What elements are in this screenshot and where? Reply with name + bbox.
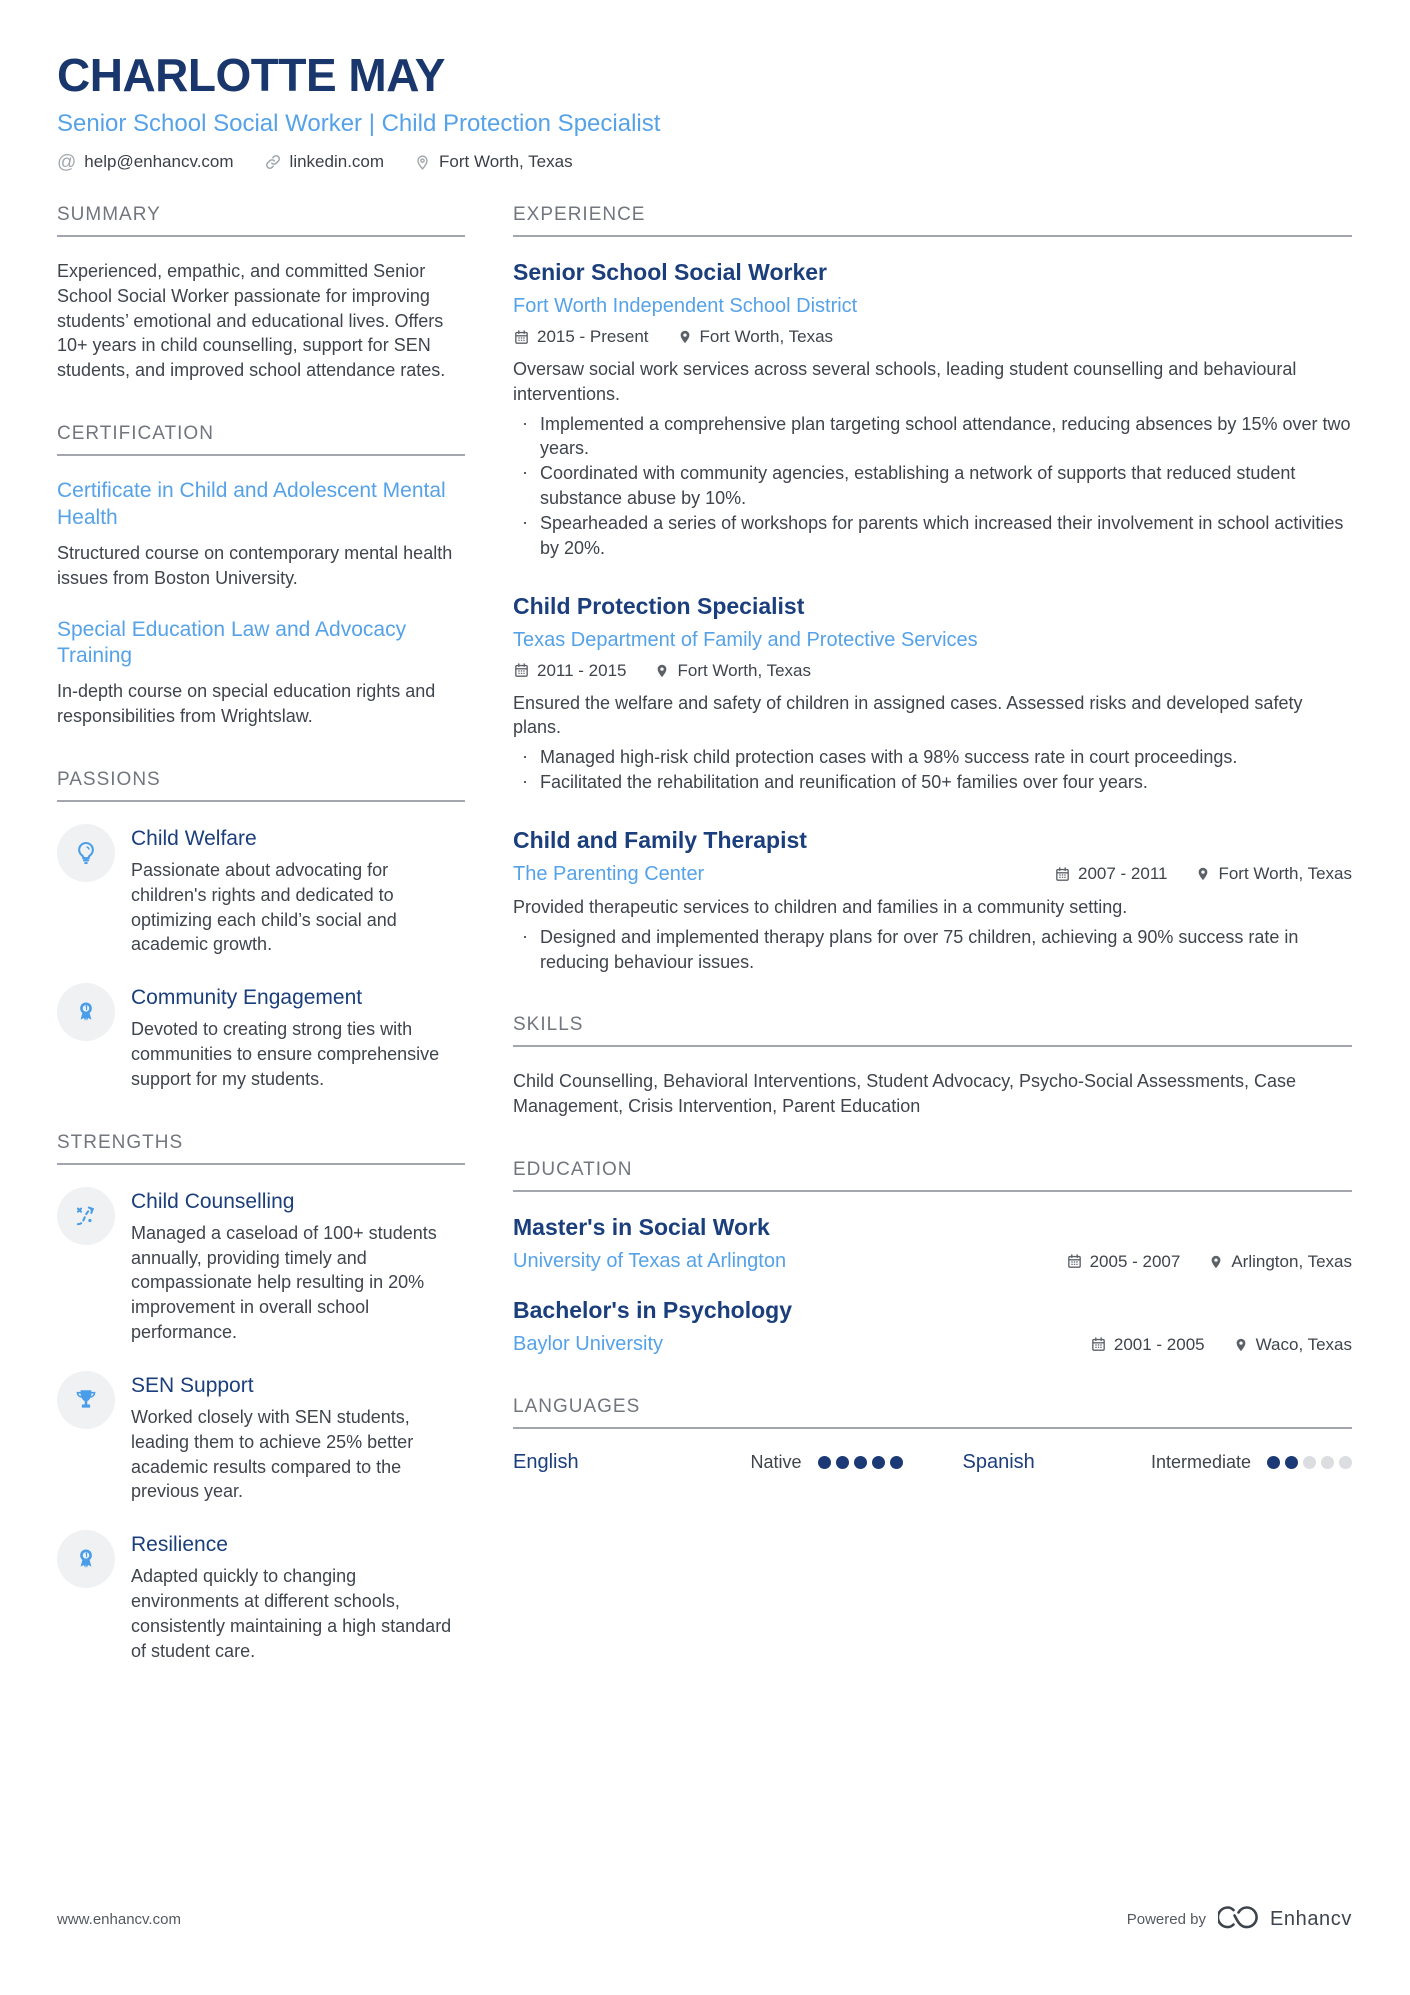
strength-title: SEN Support [131,1373,254,1397]
contact-email[interactable] [57,152,234,172]
strength-title: Resilience [131,1533,228,1557]
job-bullet: · Implemented a comprehensive plan targeting school attendance, reducing absences by 15% over two years. [513,412,1352,462]
education-dates: 2005 - 2007 [1066,1252,1181,1272]
location-pin-icon [677,329,693,345]
certification-title: Special Education Law and Advocacy Training [57,617,407,668]
job-dates: 2007 - 2011 [1054,864,1167,884]
section-heading: EXPERIENCE [513,204,1352,237]
education-school: University of Texas at Arlington [513,1250,787,1273]
contact-location-text: Fort Worth, Texas [439,152,573,171]
calendar-icon [513,662,530,679]
strength-item [57,1371,465,1504]
certification-item [57,478,465,590]
job-bullets [513,925,1352,975]
language-rating-dots [818,1456,903,1469]
job-bullet: · Designed and implemented therapy plans for over 75 children, achieving a 90% success rate in reducing behaviour issues. [513,925,1352,975]
rating-dot [854,1456,867,1469]
section-summary [57,204,465,383]
passion-title: Child Welfare [131,826,257,850]
section-certification [57,423,465,729]
job-company: The Parenting Center [513,862,705,885]
education-degree: Bachelor's in Psychology [513,1297,792,1324]
job-dates: 2015 - Present [513,327,649,347]
skills-text: Child Counselling, Behavioral Interventions, Student Advocacy, Psycho-Social Assessments, Case Management, Crisis Intervention, Parent Education [513,1071,1297,1117]
job-title: Child Protection Specialist [513,592,805,619]
powered-by-label: Powered by [1126,1911,1206,1928]
summary-text: Experienced, empathic, and committed Senior School Social Worker passionate for improving students’ emotional and educational lives. Offers 10+ years in child counselling, support for SEN students, and improved school attendance rates. [57,261,446,381]
at-icon: @ [57,151,77,173]
job-summary: Provided therapeutic services to children and families in a community setting. [513,896,1128,917]
section-heading: CERTIFICATION [57,423,465,456]
education-dates: 2001 - 2005 [1090,1335,1205,1355]
section-heading: LANGUAGES [513,1396,1352,1429]
trophy-icon [57,1371,115,1429]
experience-item [513,593,1352,795]
job-summary: Ensured the welfare and safety of children in assigned cases. Assessed risks and developed safety plans. [513,692,1303,738]
section-experience [513,204,1352,974]
job-location: Fort Worth, Texas [1195,864,1352,884]
language-level: Native [750,1452,802,1473]
education-school: Baylor University [513,1333,664,1356]
strength-title: Child Counselling [131,1189,295,1213]
education-location: Waco, Texas [1233,1335,1352,1355]
education-degree: Master's in Social Work [513,1214,770,1241]
passion-item [57,824,465,957]
education-item [513,1297,1352,1356]
strength-desc: Adapted quickly to changing environments at different schools, consistently maintaining a high standard of student care. [131,1566,452,1661]
job-bullet: · Managed high-risk child protection cases with a 98% success rate in court proceedings. [513,745,1352,770]
rating-dot [1339,1456,1352,1469]
education-meta [1090,1335,1352,1355]
certification-item [57,617,465,729]
strength-item [57,1530,465,1663]
rating-dot [818,1456,831,1469]
calendar-icon [1066,1253,1083,1270]
job-meta [1054,864,1352,884]
contact-email-text: help@enhancv.com [84,152,234,171]
page-footer [57,1904,1352,1935]
rating-dot [1321,1456,1334,1469]
footer-site-link[interactable]: www.enhancv.com [57,1911,181,1928]
job-bullet: · Coordinated with community agencies, establishing a network of supports that reduced student substance abuse by 10%. [513,461,1352,511]
education-item [513,1214,1352,1273]
language-rating-dots [1267,1456,1352,1469]
location-pin-icon [1233,1337,1249,1353]
language-level: Intermediate [1150,1452,1251,1473]
strength-item [57,1187,465,1345]
certification-desc: Structured course on contemporary mental health issues from Boston University. [57,542,453,588]
job-company: Fort Worth Independent School District [513,295,858,317]
rating-dot [1285,1456,1298,1469]
lightbulb-icon [57,824,115,882]
certification-title: Certificate in Child and Adolescent Mental Health [57,479,446,530]
strategy-icon [57,1187,115,1245]
rating-dot [890,1456,903,1469]
passion-title: Community Engagement [131,986,363,1010]
section-education [513,1159,1352,1356]
job-meta [513,327,1352,347]
certification-desc: In-depth course on special education rights and responsibilities from Wrightslaw. [57,681,436,727]
resume-header [57,48,1352,172]
section-heading: PASSIONS [57,769,465,802]
rating-dot [872,1456,885,1469]
rating-dot [1303,1456,1316,1469]
section-heading: SKILLS [513,1014,1352,1047]
job-bullet: · Spearheaded a series of workshops for parents which increased their involvement in school activities by 20%. [513,511,1352,561]
rating-dot [1267,1456,1280,1469]
medal-icon [57,983,115,1041]
location-pin-icon [654,663,670,679]
section-heading: STRENGTHS [57,1132,465,1165]
rating-dot [836,1456,849,1469]
section-passions [57,769,465,1092]
passion-item [57,983,465,1091]
job-title: Child and Family Therapist [513,826,807,853]
calendar-icon [1054,866,1071,883]
link-icon [264,153,282,171]
powered-by [1127,1904,1352,1935]
section-languages [513,1396,1352,1474]
person-name: CHARLOTTE MAY [57,49,445,101]
contact-linkedin[interactable] [264,152,385,172]
job-location: Fort Worth, Texas [654,661,811,681]
enhancv-wordmark: Enhancv [1269,1908,1352,1930]
job-title: Senior School Social Worker [513,259,827,285]
job-dates: 2011 - 2015 [513,661,626,681]
education-location: Arlington, Texas [1208,1252,1352,1272]
job-bullet: · Facilitated the rehabilitation and reunification of 50+ families over four years. [513,770,1352,795]
language-item [963,1451,1353,1474]
calendar-icon [1090,1336,1107,1353]
passion-desc: Passionate about advocating for children's rights and dedicated to optimizing each child’s social and academic growth. [131,859,397,955]
location-pin-icon [1208,1254,1224,1270]
right-column [513,204,1352,1664]
location-pin-icon [1195,866,1211,882]
contact-linkedin-text: linkedin.com [289,152,385,171]
job-bullets [513,412,1352,561]
job-meta [513,661,1352,681]
section-heading: SUMMARY [57,204,465,237]
language-name: English [513,1451,579,1474]
section-skills [513,1014,1352,1119]
person-title: Senior School Social Worker | Child Protection Specialist [57,110,661,137]
location-pin-icon [414,154,431,171]
experience-item [513,259,1352,561]
language-item [513,1451,903,1474]
section-heading: EDUCATION [513,1159,1352,1192]
job-summary: Oversaw social work services across several schools, leading student counselling and behavioural interventions. [513,359,1297,404]
job-company: Texas Department of Family and Protective Services [513,628,978,651]
left-column [57,204,465,1664]
calendar-icon [513,329,530,346]
strength-desc: Managed a caseload of 100+ students annually, providing timely and compassionate help resulting in 20% improvement in overall school performance. [131,1222,437,1343]
contact-location [414,152,573,172]
medal-icon [57,1530,115,1588]
passion-desc: Devoted to creating strong ties with communities to ensure comprehensive support for my students. [131,1019,440,1089]
job-bullets [513,745,1352,795]
job-location: Fort Worth, Texas [677,327,834,347]
enhancv-logo-icon [1218,1904,1258,1935]
experience-item [513,827,1352,974]
education-meta [1066,1252,1352,1272]
language-name: Spanish [962,1451,1035,1474]
section-strengths [57,1132,465,1664]
contact-row [57,152,1352,172]
strength-desc: Worked closely with SEN students, leading them to achieve 25% better academic results compared to the previous year. [131,1406,414,1502]
